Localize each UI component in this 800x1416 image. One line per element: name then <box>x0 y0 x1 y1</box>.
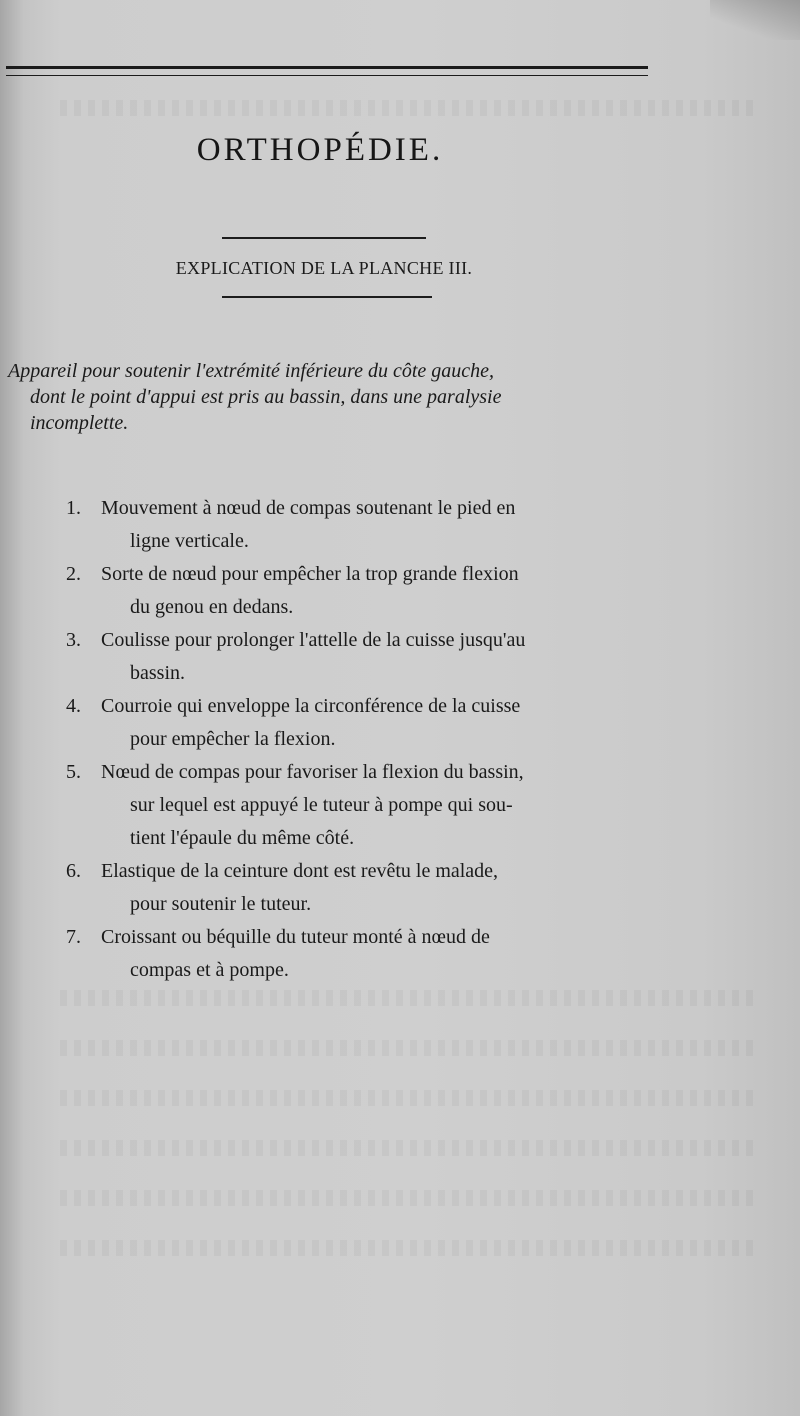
intro-line: Appareil pour soutenir l'extrémité inférieure du côte gauche, <box>8 360 495 382</box>
item-number: 3. <box>66 629 81 651</box>
show-through-text <box>60 100 760 116</box>
legend-item <box>66 855 670 921</box>
item-text: ligne verticale. <box>130 530 249 552</box>
page-title: ORTHOPÉDIE. <box>196 132 444 168</box>
item-text: Croissant ou béquille du tuteur monté à nœud de <box>101 926 490 948</box>
legend-item <box>66 558 670 624</box>
header-double-rule <box>6 66 648 76</box>
item-text: compas et à pompe. <box>130 959 289 981</box>
item-text: bassin. <box>130 662 185 684</box>
item-number: 4. <box>66 695 81 717</box>
item-number: 5. <box>66 761 81 783</box>
legend-item <box>66 756 670 855</box>
intro-line: incomplette. <box>30 412 129 434</box>
item-number: 6. <box>66 860 81 882</box>
show-through-text <box>60 1040 760 1056</box>
item-number: 2. <box>66 563 81 585</box>
legend-item <box>66 921 670 987</box>
show-through-text <box>60 1090 760 1106</box>
show-through-text <box>60 1140 760 1156</box>
item-number: 7. <box>66 926 81 948</box>
item-text: pour soutenir le tuteur. <box>130 893 312 915</box>
item-text: Elastique de la ceinture dont est revêtu le malade, <box>101 860 499 882</box>
item-text: Coulisse pour prolonger l'attelle de la cuisse jusqu'au <box>101 629 526 651</box>
item-text: tient l'épaule du même côté. <box>130 827 355 849</box>
show-through-text <box>60 1240 760 1256</box>
section-heading: EXPLICATION DE LA PLANCHE III. <box>175 258 473 278</box>
item-text: Sorte de nœud pour empêcher la trop grande flexion <box>101 563 519 585</box>
item-number: 1. <box>66 497 81 519</box>
heading-rule-bottom <box>222 296 432 298</box>
item-text: Mouvement à nœud de compas soutenant le pied en <box>101 497 516 519</box>
item-text: Courroie qui enveloppe la circonférence de la cuisse <box>101 695 521 717</box>
legend-item <box>66 690 670 756</box>
item-text: pour empêcher la flexion. <box>130 728 336 750</box>
item-text: sur lequel est appuyé le tuteur à pompe qui sou- <box>130 794 513 816</box>
legend-list <box>66 492 670 987</box>
item-text: du genou en dedans. <box>130 596 294 618</box>
heading-rule-top <box>222 237 426 239</box>
intro-paragraph <box>8 358 668 436</box>
item-text: Nœud de compas pour favoriser la flexion du bassin, <box>101 761 524 783</box>
page-corner-shadow <box>710 0 800 40</box>
intro-line: dont le point d'appui est pris au bassin, dans une paralysie <box>30 386 502 408</box>
show-through-text <box>60 990 760 1006</box>
legend-item <box>66 624 670 690</box>
legend-item <box>66 492 670 558</box>
show-through-text <box>60 1190 760 1206</box>
